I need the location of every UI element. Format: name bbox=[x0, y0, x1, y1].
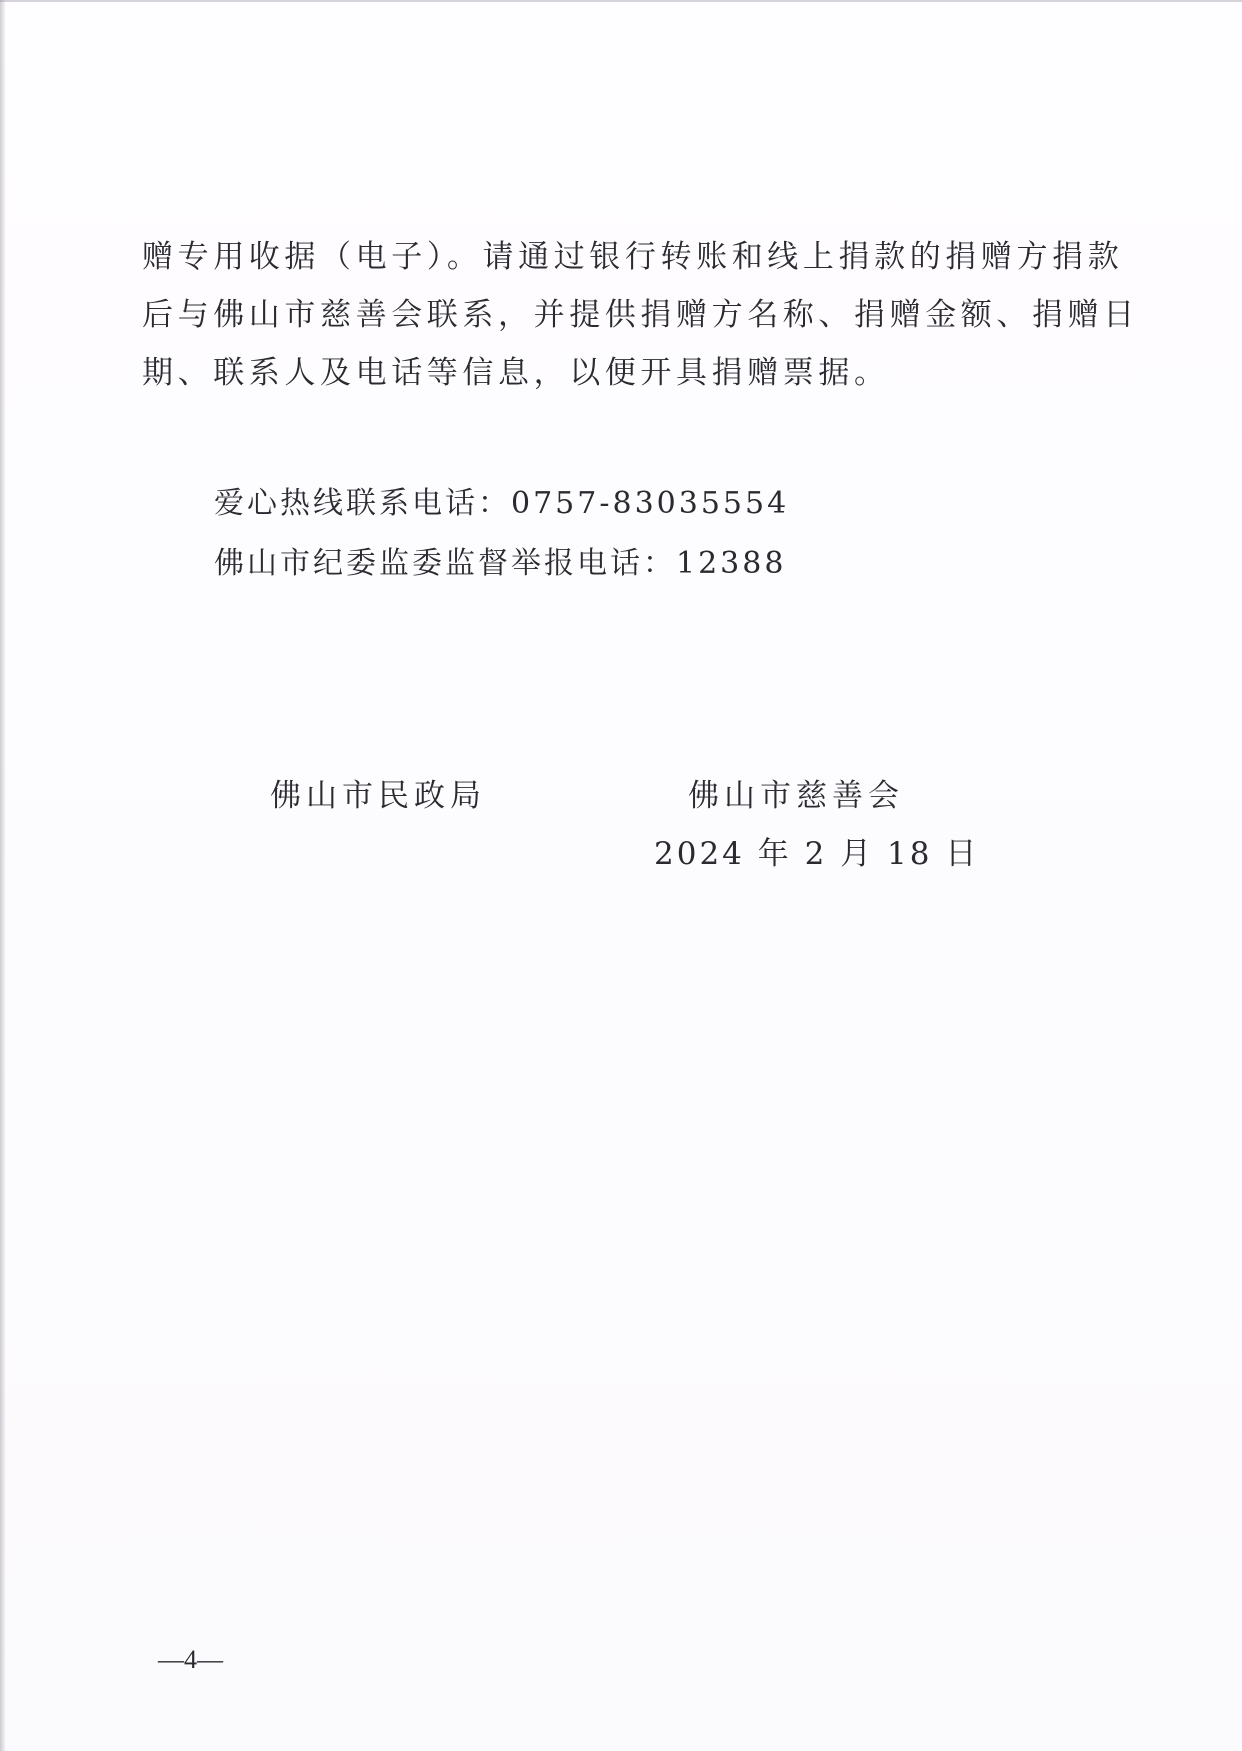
hotline-contact: 爱心热线联系电话：0757-83035554 bbox=[214, 486, 790, 521]
paragraph-line: 期、联系人及电话等信息，以便开具捐赠票据。 bbox=[142, 355, 890, 391]
paragraph-line: 赠专用收据（电子）。请通过银行转账和线上捐款的捐赠方捐款 bbox=[142, 239, 1124, 275]
signature-date: 2024 年 2 月 18 日 bbox=[654, 836, 980, 872]
report-contact: 佛山市纪委监委监督举报电话：12388 bbox=[214, 546, 787, 581]
body-paragraph bbox=[142, 228, 1139, 402]
page-left-edge-shadow bbox=[0, 0, 6, 1751]
paragraph-line: 后与佛山市慈善会联系，并提供捐赠方名称、捐赠金额、捐赠日 bbox=[142, 297, 1139, 333]
page-number: —4— bbox=[158, 1645, 223, 1674]
page-top-edge bbox=[0, 0, 1242, 2]
signature-charity-federation: 佛山市慈善会 bbox=[688, 778, 904, 814]
signature-civil-affairs-bureau: 佛山市民政局 bbox=[270, 778, 486, 814]
